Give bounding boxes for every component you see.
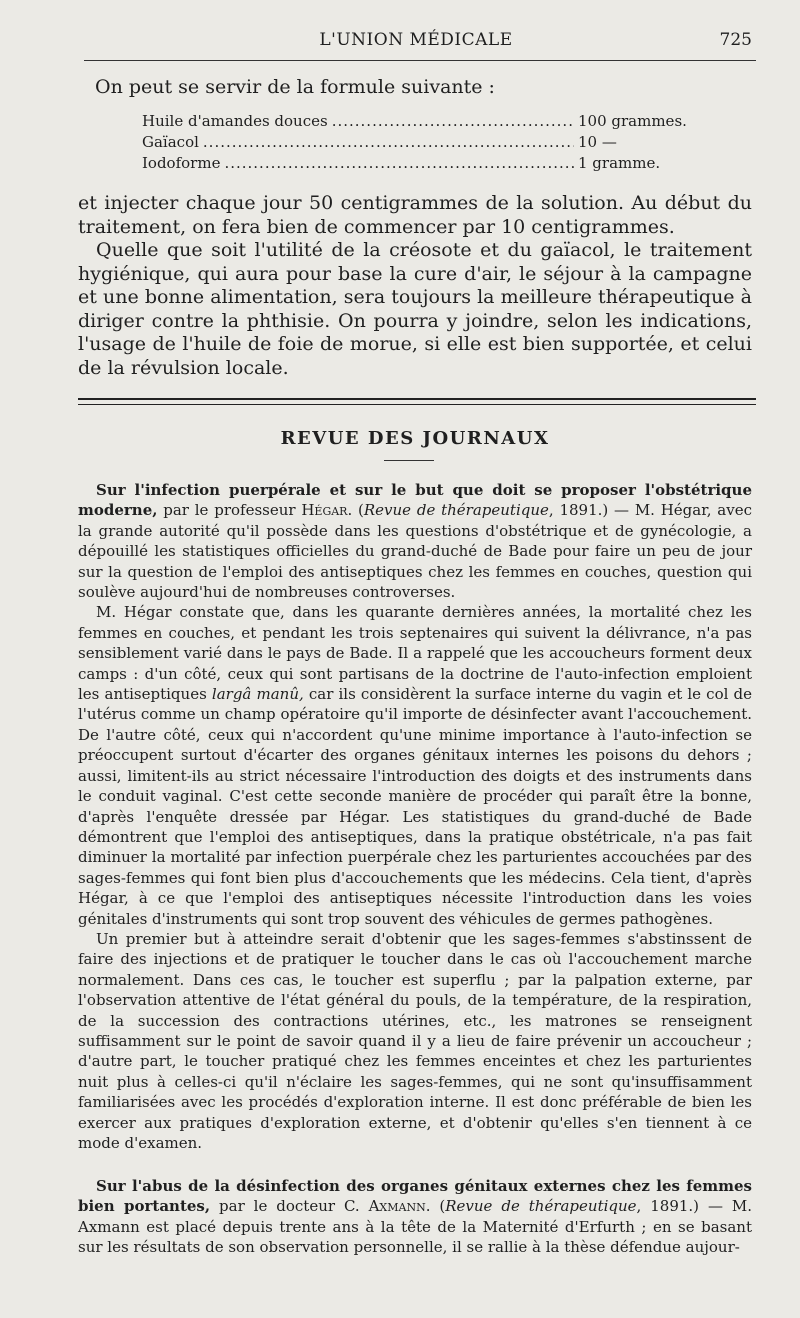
section-title-rule xyxy=(384,460,434,461)
formula-row xyxy=(142,154,708,175)
formula-row xyxy=(142,133,708,154)
article-text: M. Hégar, avec la grande autorité qu'il possède dans les questions d'obstétrique et de gynécologie, a dépouillé les statistiques officielles du grand-duché de Bade pour faire un peu de jour sur la question de l'emploi des antiseptiques chez les femmes en couches, question qui soulève aujourd'hui de nombreuses controverses. xyxy=(78,501,752,602)
formula-quantity: 10 — xyxy=(578,133,617,151)
article-byline: par le docteur C. xyxy=(210,1197,369,1216)
source-close: , 1891.) — xyxy=(548,501,635,520)
therapy-text xyxy=(78,192,752,380)
formula-ingredient: Huile d'amandes douces xyxy=(142,112,328,130)
section-divider xyxy=(78,398,756,405)
journal-name: Revue de thérapeutique xyxy=(445,1197,637,1216)
formula-ingredient: Gaïacol xyxy=(142,133,199,151)
formula-quantity: 1 gramme. xyxy=(578,154,661,172)
article-title: Sur l'abus de la désinfection des organes génitaux externes chez les femmes bien portantes, xyxy=(78,1177,752,1216)
article-infection-puerperale xyxy=(78,480,752,1153)
journal-name: Revue de thérapeutique xyxy=(363,501,549,520)
article-desinfection xyxy=(78,1176,752,1258)
article-author: Axmann xyxy=(368,1197,426,1216)
leader-dots xyxy=(332,112,574,130)
formula-ingredient: Iodoforme xyxy=(142,154,221,172)
article-title: Sur l'infection puerpérale et sur le but que doit se proposer l'obstétrique moderne, xyxy=(78,481,752,520)
article-paragraph: Un premier but à atteindre serait d'obtenir que les sages-femmes s'abstinssent de faire des injections et de pratiquer le toucher dans le cas où l'accouchement marche normalement. Dans ces cas, le toucher est superflu ; par la palpation externe, par l'observation attentive de l'état général du pouls, de la température, de la respiration, de la succession des contractions utérines, etc., les matrones se renseignent suffisamment sur le point de savoir quand il y a lieu de faire prévenir un accoucheur ; d'autre part, le toucher pratiqué chez les femmes enceintes et chez les parturientes nuit plus à celles-ci qu'il n'éclaire les sages-femmes, qui ne sont qu'insuffisamment familiarisées avec les procédés d'exploration interne. Il est donc préférable de bien les exercer aux pratiques d'exploration externe, et d'obtenir qu'elles s'en tiennent à ce mode d'examen. xyxy=(78,929,752,1152)
article-author: Hégar xyxy=(301,501,348,520)
section-title: REVUE DES JOURNAUX xyxy=(280,428,550,449)
article-paragraph xyxy=(78,480,752,602)
article-paragraph xyxy=(78,602,752,929)
leader-dots xyxy=(203,133,574,151)
latin-phrase: largâ manû, xyxy=(211,685,304,704)
article-text: car ils considèrent la surface interne du vagin et le col de l'utérus comme un champ opératoire qu'il importe de désinfecter avant l'accouchement. De l'autre côté, ceux qui n'accordent qu'une minime importance à l'auto-infection se préoccupent surtout d'écarter des organes génitaux internes les poisons du dehors ; aussi, limitent-ils au strict nécessaire l'introduction des doigts et des instruments dans le conduit vaginal. C'est cette seconde manière de procéder qui paraît être la bonne, d'après l'enquête dressée par Hégar. Les statistiques du grand-duché de Bade démontrent que l'emploi des antiseptiques, dans la pratique obstétricale, n'a pas fait diminuer la mortalité par infection puerpérale chez les parturientes accouchées par des sages-femmes qui font bien plus d'accouchements que les médecins. Cela tient, d'après Hégar, à ce que l'emploi des antiseptiques nécessite l'introduction dans les voies génitales d'instruments qui sont trop souvent des véhicules de germes pathogènes. xyxy=(78,685,753,928)
page-number: 725 xyxy=(719,30,752,50)
running-title: L'UNION MÉDICALE xyxy=(319,30,513,50)
formula-table xyxy=(142,112,708,175)
article-paragraph xyxy=(78,1176,752,1258)
article-byline: par le professeur xyxy=(157,501,302,520)
source-open: . ( xyxy=(425,1197,446,1216)
body-paragraph: et injecter chaque jour 50 centigrammes de la solution. Au début du traitement, on fera bien de commencer par 10 centigrammes. xyxy=(78,192,752,238)
article-text: M. Hégar constate que, dans les quarante dernières années, la mortalité chez les femmes en couches, et pendant les trois septenaires qui suivent la délivrance, n'a pas sensiblement varié dans le pays de Bade. Il a rappelé que les accoucheurs forment deux camps : d'un côté, ceux qui sont partisans de la doctrine de l'auto-infection emploient les antiseptiques xyxy=(78,603,752,704)
formula-intro: On peut se servir de la formule suivante : xyxy=(95,76,495,98)
formula-quantity: 100 grammes. xyxy=(578,112,687,130)
source-close: , 1891.) — xyxy=(636,1197,732,1216)
body-paragraph: Quelle que soit l'utilité de la créosote et du gaïacol, le traitement hygiénique, qui aura pour base la cure d'air, le séjour à la campagne et une bonne alimentation, sera toujours la meilleure thérapeutique à diriger contre la phthisie. On pourra y joindre, selon les indications, l'usage de l'huile de foie de morue, si elle est bien supportée, et celui de la révulsion locale. xyxy=(78,239,752,379)
formula-row xyxy=(142,112,708,133)
article-text: M. Axmann est placé depuis trente ans à la tête de la Maternité d'Erfurth ; en se basant sur les résultats de son observation personnelle, il se rallie à la thèse défendue aujour- xyxy=(78,1197,753,1257)
leader-dots xyxy=(224,154,574,172)
page-header xyxy=(80,30,752,58)
header-rule xyxy=(84,60,756,61)
source-open: . ( xyxy=(347,501,364,520)
